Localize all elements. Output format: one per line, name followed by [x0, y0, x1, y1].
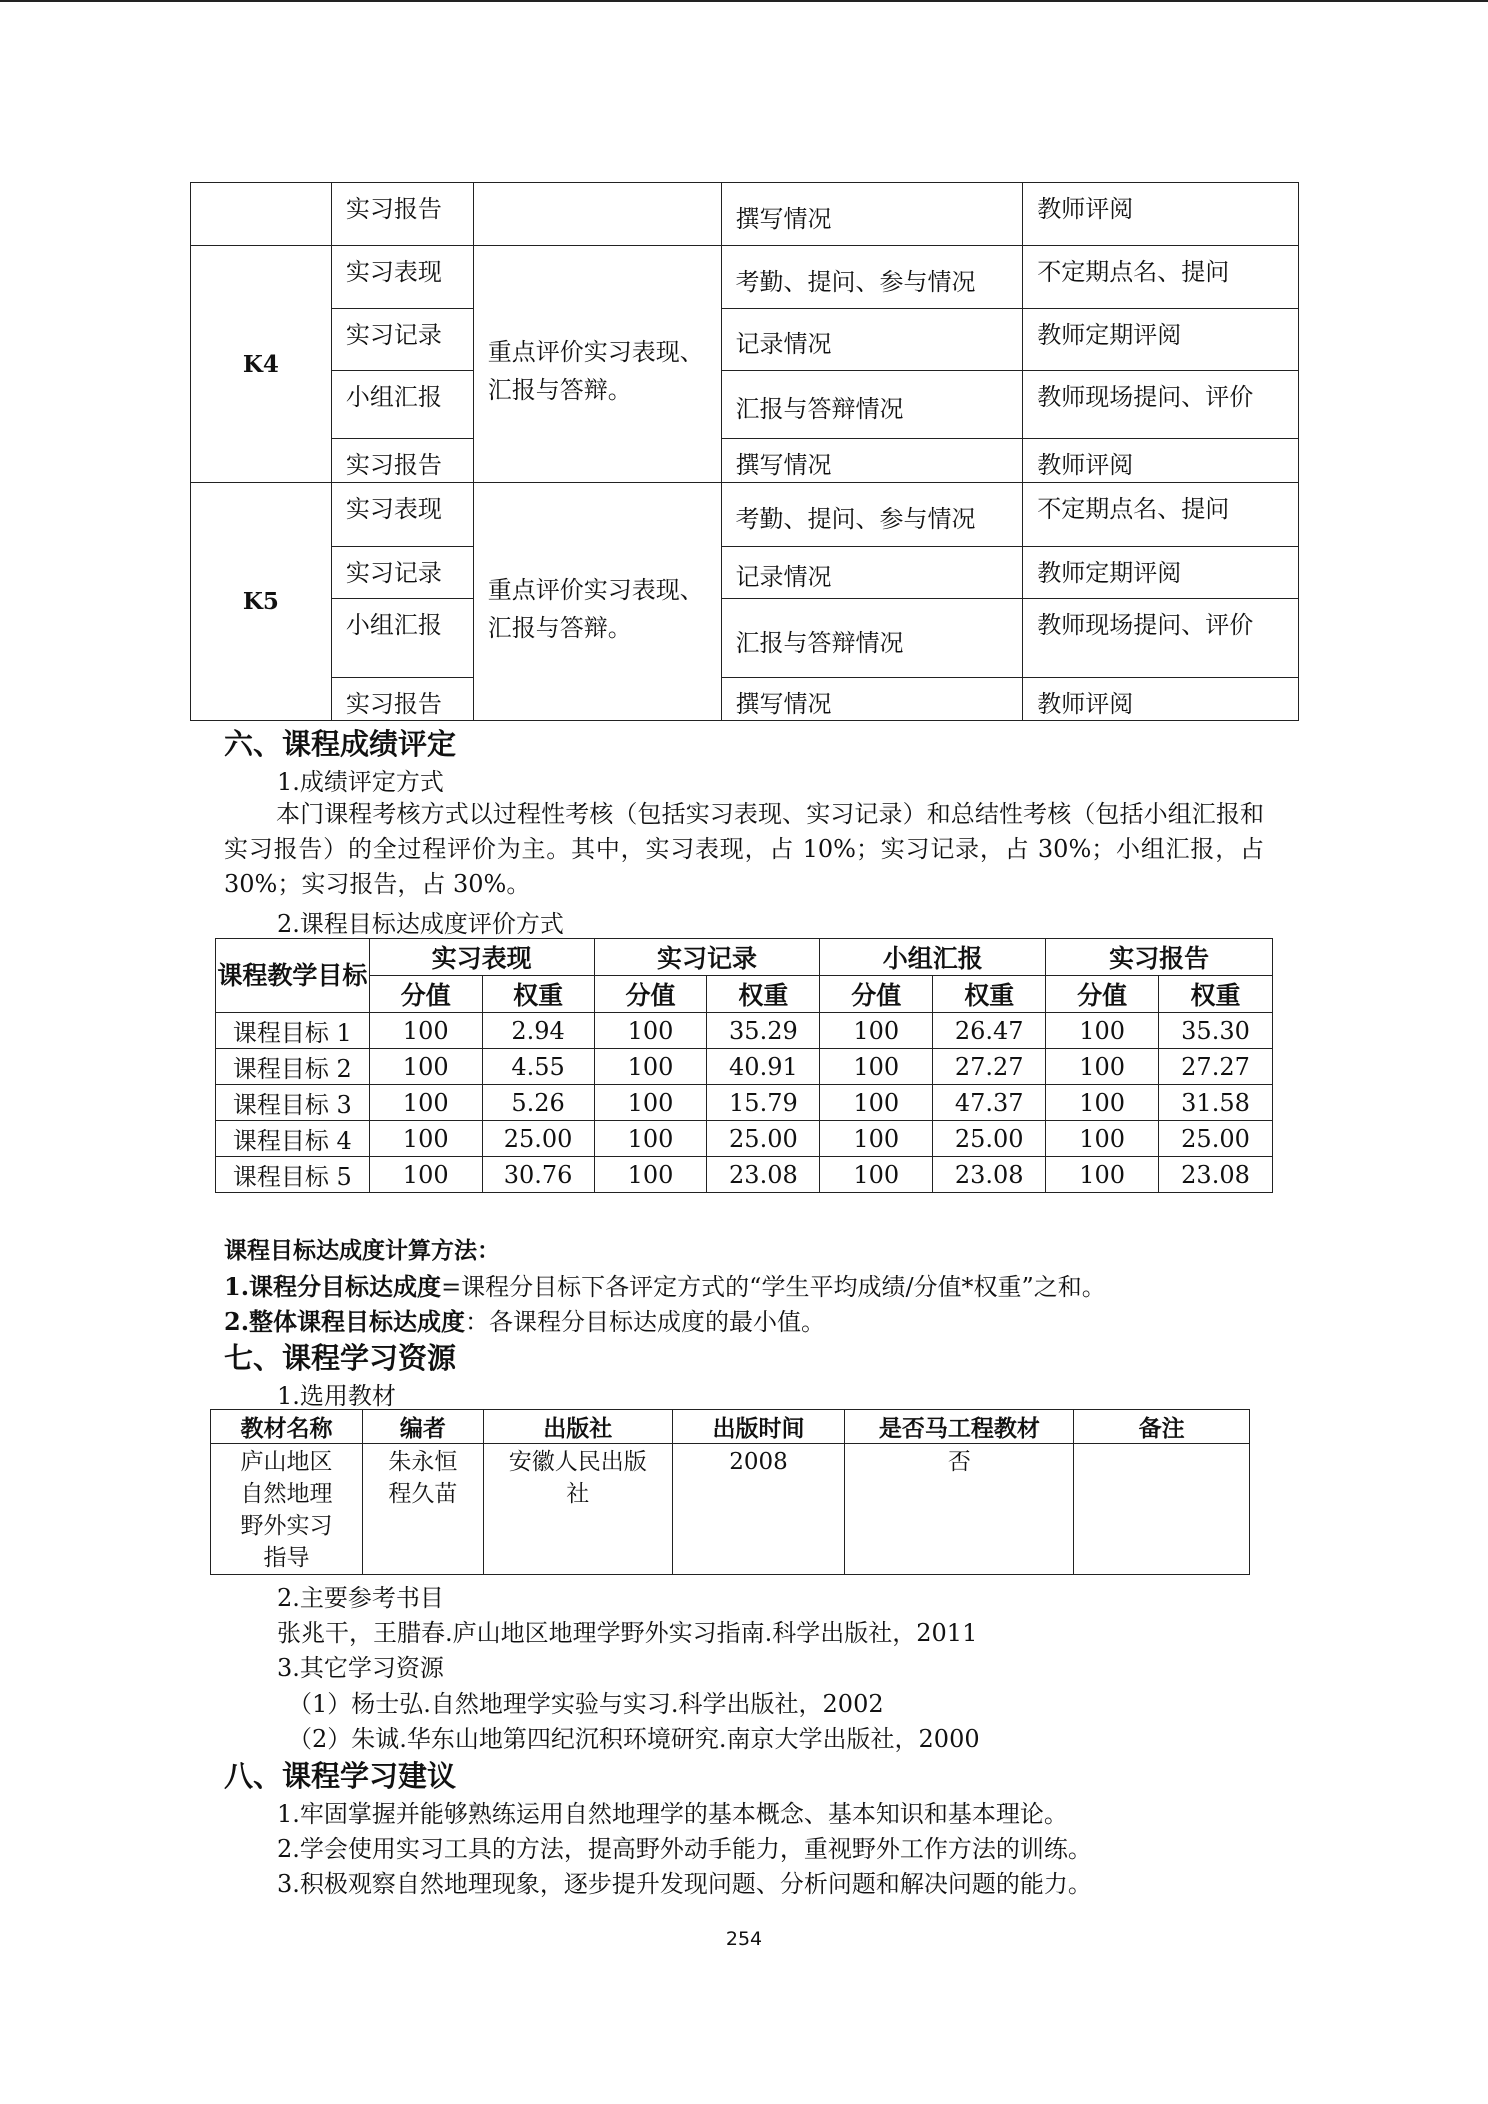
score-header: 分值: [594, 976, 707, 1013]
score-header: 分值: [820, 976, 933, 1013]
score-cell: 100: [369, 1157, 482, 1193]
method-cell: 实习报告: [331, 439, 473, 483]
book-header: 编者: [362, 1410, 483, 1444]
grade-table-body: [216, 1013, 1273, 1193]
calc-line-1-text: =课程分目标下各评定方式的“学生平均成绩/分值*权重”之和。: [441, 1273, 1106, 1301]
criterion-cell: 考勤、提问、参与情况: [721, 246, 1023, 309]
calc-line-1: [224, 1267, 1106, 1302]
book-header: 出版时间: [672, 1410, 845, 1444]
group-header: 小组汇报: [820, 939, 1046, 976]
group-header: 实习报告: [1046, 939, 1273, 976]
group-label-k4: K4: [191, 246, 332, 483]
book-title-cell: 庐山地区自然地理野外实习指导: [211, 1444, 363, 1575]
header-row: [211, 1410, 1250, 1444]
row-label: 课程目标 4: [216, 1121, 370, 1157]
score-cell: 100: [594, 1085, 707, 1121]
method-cell: 实习记录: [331, 309, 473, 371]
table-row: [191, 547, 1299, 599]
score-cell: 100: [1046, 1013, 1159, 1049]
weight-header: 权重: [482, 976, 594, 1013]
grade-table: [215, 938, 1273, 1193]
method-cell: 实习报告: [331, 183, 473, 246]
group-cell: [191, 183, 332, 246]
row-label: 课程目标 5: [216, 1157, 370, 1193]
section-heading-grading: 六、课程成绩评定: [224, 727, 457, 761]
table-row: [216, 1157, 1273, 1193]
weight-cell: 27.27: [1159, 1049, 1273, 1085]
approach-cell: 不定期点名、提问: [1023, 246, 1299, 309]
book-publisher-cell: 安徽人民出版社: [483, 1444, 672, 1575]
suggestion-item: 3.积极观察自然地理现象，逐步提升发现问题、分析问题和解决问题的能力。: [277, 1870, 1092, 1898]
row-label: 课程目标 1: [216, 1013, 370, 1049]
textbook-table: [210, 1409, 1250, 1575]
corner-label: 课程教学目标: [216, 939, 370, 1013]
weight-header: 权重: [707, 976, 820, 1013]
weight-cell: 25.00: [482, 1121, 594, 1157]
method-cell: 实习记录: [331, 547, 473, 599]
book-header: 出版社: [483, 1410, 672, 1444]
score-cell: 100: [594, 1121, 707, 1157]
table-row: [191, 309, 1299, 371]
criterion-cell: 撰写情况: [721, 678, 1023, 721]
weight-cell: 35.29: [707, 1013, 820, 1049]
score-cell: 100: [369, 1085, 482, 1121]
method-cell: 实习表现: [331, 246, 473, 309]
table-row: [191, 599, 1299, 678]
weight-cell: 23.08: [933, 1157, 1046, 1193]
row-label: 课程目标 3: [216, 1085, 370, 1121]
weight-cell: 27.27: [933, 1049, 1046, 1085]
book-header: 是否马工程教材: [845, 1410, 1074, 1444]
approach-cell: 教师定期评阅: [1023, 309, 1299, 371]
calc-line-2-label: 2.整体课程目标达成度: [224, 1307, 466, 1336]
weight-header: 权重: [1159, 976, 1273, 1013]
weight-cell: 25.00: [1159, 1121, 1273, 1157]
book-header: 教材名称: [211, 1410, 363, 1444]
book-mgc-cell: 否: [845, 1444, 1074, 1575]
score-cell: 100: [820, 1049, 933, 1085]
approach-cell: 教师评阅: [1023, 183, 1299, 246]
approach-cell: 教师定期评阅: [1023, 547, 1299, 599]
score-header: 分值: [369, 976, 482, 1013]
table-row: [216, 1049, 1273, 1085]
weight-cell: 23.08: [1159, 1157, 1273, 1193]
score-cell: 100: [1046, 1085, 1159, 1121]
criterion-cell: 记录情况: [721, 547, 1023, 599]
score-cell: 100: [1046, 1157, 1159, 1193]
subheader-row: [216, 976, 1273, 1013]
other-resource-item: （1）杨士弘.自然地理学实验与实习.科学出版社，2002: [288, 1690, 884, 1718]
calc-line-2-text: ：各课程分目标达成度的最小值。: [465, 1308, 826, 1336]
table-row: [191, 678, 1299, 721]
weight-cell: 5.26: [482, 1085, 594, 1121]
method-cell: 小组汇报: [331, 371, 473, 439]
evaluation-table: [190, 182, 1299, 721]
method-cell: 小组汇报: [331, 599, 473, 678]
focus-cell: [473, 183, 721, 246]
weight-cell: 25.00: [707, 1121, 820, 1157]
approach-cell: 不定期点名、提问: [1023, 483, 1299, 547]
table-row: [211, 1444, 1250, 1575]
table-row: [191, 439, 1299, 483]
criterion-cell: 考勤、提问、参与情况: [721, 483, 1023, 547]
score-cell: 100: [1046, 1121, 1159, 1157]
calc-line-1-label: 1.课程分目标达成度: [224, 1272, 442, 1301]
score-cell: 100: [820, 1157, 933, 1193]
calc-line-2: [224, 1302, 825, 1337]
table-row: [216, 1121, 1273, 1157]
score-header: 分值: [1046, 976, 1159, 1013]
suggestion-item: 2.学会使用实习工具的方法，提高野外动手能力，重视野外工作方法的训练。: [277, 1835, 1092, 1863]
score-cell: 100: [820, 1121, 933, 1157]
weight-cell: 23.08: [707, 1157, 820, 1193]
method-cell: 实习报告: [331, 678, 473, 721]
criterion-cell: 撰写情况: [721, 439, 1023, 483]
weight-cell: 35.30: [1159, 1013, 1273, 1049]
weight-cell: 31.58: [1159, 1085, 1273, 1121]
header-row: [216, 939, 1273, 976]
subheading-other-resources: 3.其它学习资源: [277, 1654, 444, 1682]
criterion-cell: 汇报与答辩情况: [721, 599, 1023, 678]
score-cell: 100: [594, 1157, 707, 1193]
group-header: 实习记录: [594, 939, 820, 976]
weight-cell: 47.37: [933, 1085, 1046, 1121]
score-cell: 100: [369, 1049, 482, 1085]
score-cell: 100: [594, 1049, 707, 1085]
section-heading-resources: 七、课程学习资源: [224, 1341, 457, 1375]
row-label: 课程目标 2: [216, 1049, 370, 1085]
weight-cell: 15.79: [707, 1085, 820, 1121]
book-year-cell: 2008: [672, 1444, 845, 1575]
approach-cell: 教师现场提问、评价: [1023, 371, 1299, 439]
subheading-grading-method: 1.成绩评定方式: [277, 768, 444, 796]
weight-cell: 30.76: [482, 1157, 594, 1193]
method-cell: 实习表现: [331, 483, 473, 547]
weight-cell: 40.91: [707, 1049, 820, 1085]
approach-cell: 教师评阅: [1023, 439, 1299, 483]
page-number: 254: [725, 1928, 763, 1950]
table-row: [191, 246, 1299, 309]
table-row: [191, 371, 1299, 439]
table-row: [191, 183, 1299, 246]
subheading-achievement-evaluation: 2.课程目标达成度评价方式: [277, 910, 564, 938]
section-heading-suggestions: 八、课程学习建议: [224, 1759, 457, 1793]
subheading-references: 2.主要参考书目: [277, 1584, 444, 1612]
criterion-cell: 撰写情况: [721, 183, 1023, 246]
score-cell: 100: [369, 1121, 482, 1157]
score-cell: 100: [820, 1013, 933, 1049]
book-editor-cell: 朱永恒程久苗: [362, 1444, 483, 1575]
criterion-cell: 汇报与答辩情况: [721, 371, 1023, 439]
book-header: 备注: [1074, 1410, 1250, 1444]
weight-cell: 25.00: [933, 1121, 1046, 1157]
weight-cell: 4.55: [482, 1049, 594, 1085]
score-cell: 100: [1046, 1049, 1159, 1085]
focus-cell: 重点评价实习表现、汇报与答辩。: [473, 483, 721, 721]
focus-cell: 重点评价实习表现、汇报与答辩。: [473, 246, 721, 483]
table-row: [216, 1085, 1273, 1121]
score-cell: 100: [369, 1013, 482, 1049]
weight-cell: 26.47: [933, 1013, 1046, 1049]
score-cell: 100: [820, 1085, 933, 1121]
score-cell: 100: [594, 1013, 707, 1049]
weight-cell: 2.94: [482, 1013, 594, 1049]
reference-item: 张兆干，王腊春.庐山地区地理学野外实习指南.科学出版社，2011: [277, 1619, 978, 1647]
calc-title: 课程目标达成度计算方法：: [224, 1237, 500, 1264]
table-row: [216, 1013, 1273, 1049]
grading-paragraph: 本门课程考核方式以过程性考核（包括实习表现、实习记录）和总结性考核（包括小组汇报和实习报告）的全过程评价为主。其中，实习表现，占 10%；实习记录，占 30%；小组汇报，占 30%；实习报告，占 30%。: [224, 800, 1264, 898]
weight-header: 权重: [933, 976, 1046, 1013]
table-row: [191, 483, 1299, 547]
other-resource-item: （2）朱诚.华东山地第四纪沉积环境研究.南京大学出版社，2000: [288, 1725, 980, 1753]
approach-cell: 教师评阅: [1023, 678, 1299, 721]
subheading-textbook: 1.选用教材: [277, 1382, 396, 1410]
suggestion-item: 1.牢固掌握并能够熟练运用自然地理学的基本概念、基本知识和基本理论。: [277, 1800, 1068, 1828]
group-header: 实习表现: [369, 939, 594, 976]
approach-cell: 教师现场提问、评价: [1023, 599, 1299, 678]
group-label-k5: K5: [191, 483, 332, 721]
criterion-cell: 记录情况: [721, 309, 1023, 371]
book-remark-cell: [1074, 1444, 1250, 1575]
